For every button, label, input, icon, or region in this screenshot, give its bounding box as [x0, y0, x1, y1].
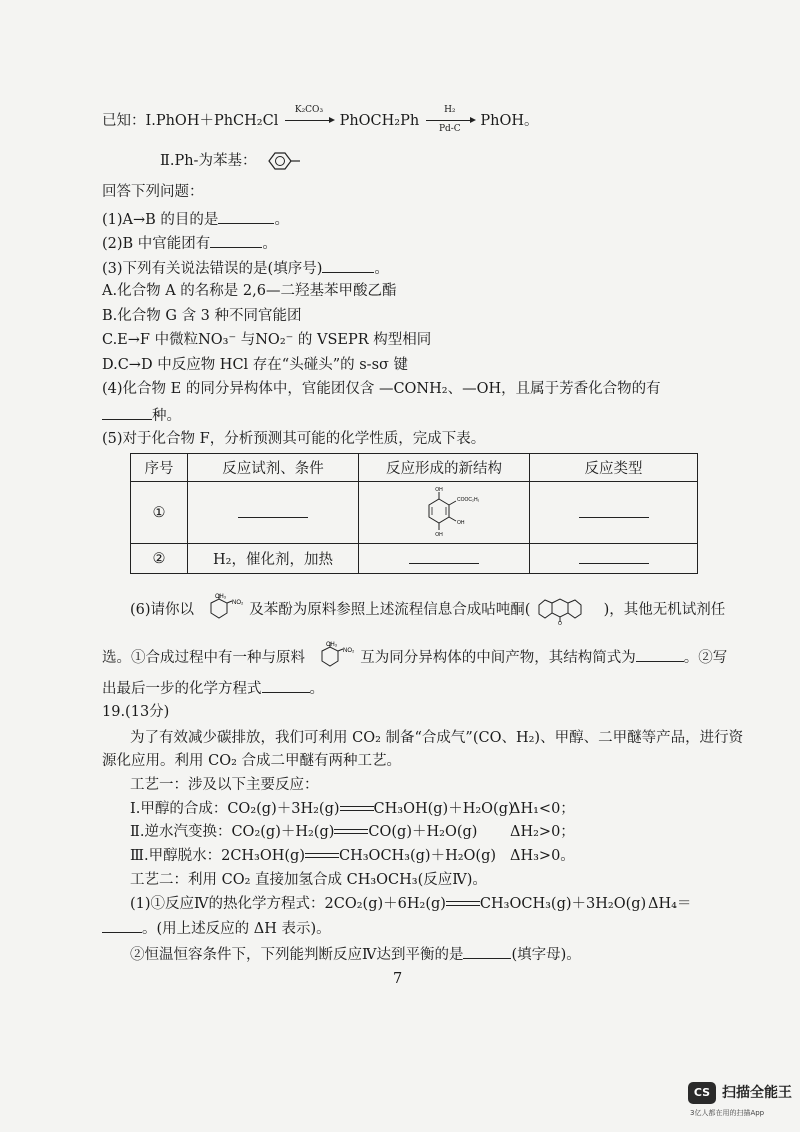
nitrotoluene-structure-2 [310, 641, 356, 675]
question-5: (5)对于化合物 F，分析预测其可能的化学性质，完成下表。 [102, 431, 486, 447]
header-reaction-type: 反应类型 [530, 454, 698, 482]
craft-1: 工艺一：涉及以下主要反应： [130, 777, 319, 793]
row1-no: ① [131, 482, 188, 544]
property-table [130, 453, 698, 574]
label-ester: COOC₂H₅ [457, 496, 479, 503]
table-header-row [131, 454, 698, 482]
q19-paragraph-1: 为了有效减少碳排放，我们可利用 CO₂ 制备“合成气”(CO、H₂)、甲醇、二甲醚等产品，进行资 [130, 730, 744, 746]
label-oh-bottom: OH [435, 531, 443, 538]
watermark-title: 扫描全能王 [722, 1085, 792, 1101]
answer-intro: 回答下列问题： [102, 184, 204, 200]
reaction-1-dh: ΔH₁<0； [510, 801, 575, 817]
header-no: 序号 [131, 454, 188, 482]
question-1: (1)A→B 的目的是 。 [102, 209, 289, 229]
row1-type-blank[interactable] [579, 503, 649, 518]
q1-answer-blank[interactable] [218, 209, 274, 224]
option-d: D.C→D 中反应物 HCl 存在“头碰头”的 s-sσ 键 [102, 357, 409, 373]
equilibrium-arrow [340, 805, 374, 813]
q3-answer-blank[interactable] [322, 258, 374, 273]
q2-answer-blank[interactable] [210, 233, 262, 248]
equilibrium-arrow [334, 828, 368, 836]
q19-sub-2: ②恒温恒容条件下，下列能判断反应Ⅳ达到平衡的是 (填字母)。 [130, 944, 581, 964]
table-row [131, 544, 698, 574]
craft-2: 工艺二：利用 CO₂ 直接加氢合成 CH₃OCH₃(反应Ⅳ)。 [130, 872, 487, 888]
option-c: C.E→F 中微粒NO₃⁻ 与NO₂⁻ 的 VSEPR 构型相同 [102, 332, 432, 348]
page-number: 7 [393, 971, 403, 987]
label-no2: NO₂ [231, 600, 243, 606]
question-19-header: 19.(13分) [102, 704, 170, 720]
option-a: A.化合物 A 的名称是 2,6—二羟基苯甲酸乙酯 [102, 283, 397, 299]
reaction-arrow-h2: $\frac{\text{H₂}}{Pd-C}$ [424, 112, 476, 130]
known-line-1: 已知：Ⅰ.PhOH＋PhCH₂Cl K₂CO₃ PhOCH₂Ph $\frac{\text{H₂}}{Pd-C}$ PhOH。 [102, 105, 539, 134]
row1-type-cell [530, 482, 698, 544]
label-oh-right: OH [457, 519, 465, 526]
label-oh-top: OH [435, 486, 443, 493]
row1-reagent-cell [188, 482, 359, 544]
known-line-2: Ⅱ.Ph-为苯基： [160, 150, 301, 172]
nitrotoluene-structure [199, 593, 245, 627]
question-6: (6)请你以 CH₃ NO₂ 及苯酚为原料参照上述流程信息合成呫吨酮( O )，其他无机试剂任 [130, 594, 726, 625]
question-2: (2)B 中官能团有 。 [102, 233, 277, 253]
question-4-cont: 种。 [102, 405, 181, 425]
watermark-subtitle: 3亿人都在用的扫描App [690, 1109, 765, 1117]
dh4-answer-blank[interactable] [102, 918, 142, 933]
header-structure: 反应形成的新结构 [359, 454, 530, 482]
question-6-line-3: 出最后一步的化学方程式 。 [102, 678, 324, 698]
reaction-1: Ⅰ.甲醇的合成：CO₂(g)＋3H₂(g) CH₃OH(g)＋H₂O(g) [130, 801, 514, 817]
reaction-3-dh: ΔH₃>0。 [510, 848, 575, 864]
row2-structure-blank[interactable] [409, 549, 479, 564]
question-6-line-2: 选。①合成过程中有一种与原料 CH₃ NO₂ 互为同分异构体的中间产物，其结构简式为 。②写 [102, 641, 727, 675]
label-ch3: CH₃ [214, 594, 226, 600]
option-b: B.化合物 G 含 3 种不同官能团 [102, 308, 302, 324]
row2-type-blank[interactable] [579, 549, 649, 564]
row2-reagent: H₂，催化剂，加热 [188, 544, 359, 574]
table-row [131, 482, 698, 544]
q19-paragraph-1b: 源化应用。利用 CO₂ 合成二甲醚有两种工艺。 [102, 753, 402, 769]
reaction-3: Ⅲ.甲醇脱水：2CH₃OH(g) CH₃OCH₃(g)＋H₂O(g) [130, 848, 497, 864]
reaction-arrow-k2co3: K₂CO₃ [283, 112, 335, 130]
equilibrium-answer-blank[interactable] [463, 944, 511, 959]
q6-structure-blank[interactable] [636, 647, 684, 662]
row2-type-cell [530, 544, 698, 574]
row2-structure-cell [359, 544, 530, 574]
xanthone-structure [535, 595, 599, 625]
row2-no: ② [131, 544, 188, 574]
q19-sub-1-dh: ΔH₄＝ [648, 896, 692, 912]
q6-equation-blank[interactable] [262, 678, 310, 693]
header-reagent: 反应试剂、条件 [188, 454, 359, 482]
phenyl-structure [261, 150, 301, 172]
q19-sub-1: (1)①反应Ⅳ的热化学方程式：2CO₂(g)＋6H₂(g) CH₃OCH₃(g)＋3H₂O(g) [130, 896, 647, 912]
reaction-2: Ⅱ.逆水汽变换：CO₂(g)＋H₂(g) CO(g)＋H₂O(g) [130, 824, 478, 840]
equilibrium-arrow [305, 852, 339, 860]
equilibrium-arrow [446, 900, 480, 908]
row1-structure-cell [359, 482, 530, 544]
question-4: (4)化合物 E 的同分异构体中，官能团仅含 —CONH₂、—OH，且属于芳香化合物的有 [102, 381, 661, 397]
camscanner-logo-icon: CS [688, 1082, 716, 1104]
question-3: (3)下列有关说法错误的是(填序号) 。 [102, 258, 389, 278]
label-xanthone-o: O [558, 621, 562, 625]
reaction-2-dh: ΔH₂>0； [510, 824, 575, 840]
q4-answer-blank[interactable] [102, 405, 152, 420]
new-structure-diagram [409, 483, 479, 543]
label-ch3-2: CH₃ [325, 642, 337, 648]
label-no2-2: NO₂ [342, 648, 354, 654]
q19-sub-1-cont: 。(用上述反应的 ΔH 表示)。 [102, 918, 331, 938]
row1-reagent-blank[interactable] [238, 503, 308, 518]
